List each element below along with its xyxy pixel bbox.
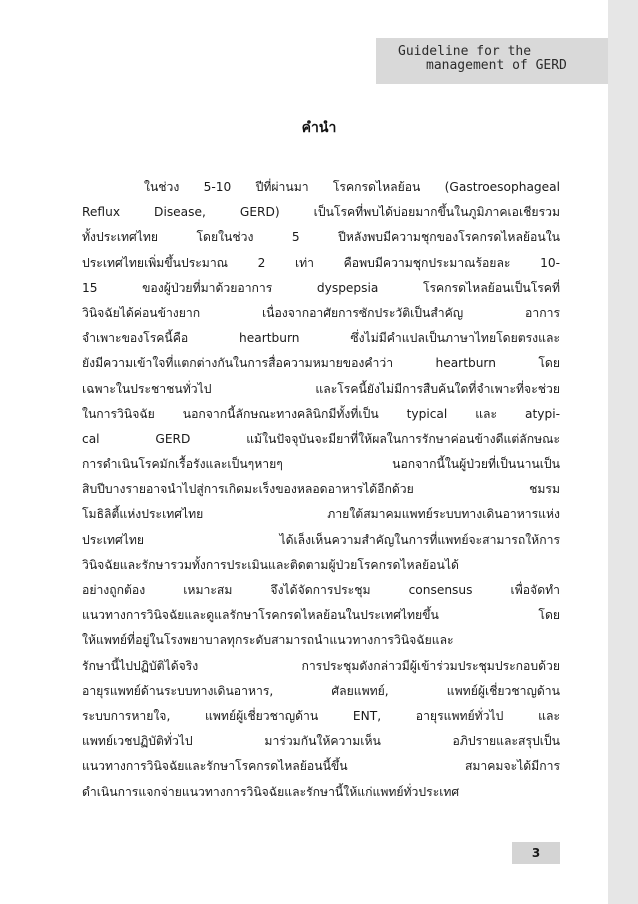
body-line: การดำเนินโรคมักเรื้อรังและเป็นๆหายๆ นอกจากนี้ในผู้ป่วยที่เป็นนานเป็น xyxy=(82,457,560,472)
body-line: ประเทศไทย ได้เล็งเห็นความสำคัญในการที่แพทย์จะสามารถให้การ xyxy=(82,532,560,547)
body-line: วินิจฉัยและรักษารวมทั้งการประเมินและติดตามผู้ป่วยโรคกรดไหลย้อนได้ xyxy=(82,557,459,572)
body-line: ประเทศไทยเพิ่มขึ้นประมาณ 2 เท่า คือพบมีความชุกประมาณร้อยละ 10- xyxy=(82,255,560,270)
body-line: ยังมีความเข้าใจที่แตกต่างกันในการสื่อความหมายของคำว่า heartburn โดย xyxy=(82,356,560,371)
body-line: แนวทางการวินิจฉัยและรักษาโรคกรดไหลย้อนนี้ขึ้น สมาคมจะได้มีการ xyxy=(82,759,560,774)
body-line: ระบบการหายใจ, แพทย์ผู้เชี่ยวชาญด้าน ENT, อายุรแพทย์ทั่วไป และ xyxy=(82,708,560,723)
body-line: Reflux Disease, GERD) เป็นโรคที่พบได้บ่อยมากขึ้นในภูมิภาคเอเชียรวม xyxy=(82,205,560,220)
body-line: สิบปีบางรายอาจนำไปสู่การเกิดมะเร็งของหลอดอาหารได้อีกด้วย ชมรม xyxy=(82,482,560,497)
page-title: คำนำ xyxy=(301,120,337,136)
body-line: ให้แพทย์ที่อยู่ในโรงพยาบาลทุกระดับสามารถนำแนวทางการวินิจฉัยและ xyxy=(82,633,454,648)
body-line: อย่างถูกต้อง เหมาะสม จึงได้จัดการประชุม consensus เพื่อจัดทำ xyxy=(82,583,560,597)
body-line: แนวทางการวินิจฉัยและดูแลรักษาโรคกรดไหลย้อนในประเทศไทยขึ้น โดย xyxy=(82,608,560,623)
body-line: จำเพาะของโรคนี้คือ heartburn ซึ่งไม่มีคำแปลเป็นภาษาไทยโดยตรงและ xyxy=(82,331,560,346)
body-line: อายุรแพทย์ด้านระบบทางเดินอาหาร, ศัลยแพทย์, แพทย์ผู้เชี่ยวชาญด้าน xyxy=(82,683,560,698)
page-number: 3 xyxy=(512,842,560,864)
running-header-line-2: management of GERD xyxy=(426,58,567,73)
body-line: ในช่วง 5-10 ปีที่ผ่านมา โรคกรดไหลย้อน (Gastroesophageal xyxy=(144,180,560,194)
body-line: ดำเนินการแจกจ่ายแนวทางการวินิจฉัยและรักษานี้ให้แก่แพทย์ทั่วประเทศ xyxy=(82,784,460,799)
body-line: เฉพาะในประชาชนทั่วไป และโรคนี้ยังไม่มีการสืบค้นใดที่จำเพาะที่จะช่วย xyxy=(82,381,560,396)
body-line: ทั้งประเทศไทย โดยในช่วง 5 ปีหลังพบมีความชุกของโรคกรดไหลย้อนใน xyxy=(82,230,560,245)
preface-body xyxy=(82,175,560,805)
body-line: ในการวินิจฉัย นอกจากนี้ลักษณะทางคลินิกมีทั้งที่เป็น typical และ atypi- xyxy=(82,406,560,421)
body-line: cal GERD แม้ในปัจจุบันจะมียาที่ให้ผลในการรักษาค่อนข้างดีแต่ลักษณะ xyxy=(82,431,560,446)
body-line: รักษานี้ไปปฏิบัติได้จริง การประชุมดังกล่าวมีผู้เข้าร่วมประชุมประกอบด้วย xyxy=(82,658,560,673)
body-line: วินิจฉัยได้ค่อนข้างยาก เนื่องจากอาศัยการซักประวัติเป็นสำคัญ อาการ xyxy=(82,305,560,320)
body-line: โมธิลิตี้แห่งประเทศไทย ภายใต้สมาคมแพทย์ระบบทางเดินอาหารแห่ง xyxy=(82,507,560,522)
body-line: แพทย์เวชปฏิบัติทั่วไป มาร่วมกันให้ความเห็น อภิปรายและสรุปเป็น xyxy=(82,734,560,749)
running-header-line-1: Guideline for the xyxy=(398,44,532,59)
body-line: 15 ของผู้ป่วยที่มาด้วยอาการ dyspepsia โรคกรดไหลย้อนเป็นโรคที่ xyxy=(82,280,560,295)
